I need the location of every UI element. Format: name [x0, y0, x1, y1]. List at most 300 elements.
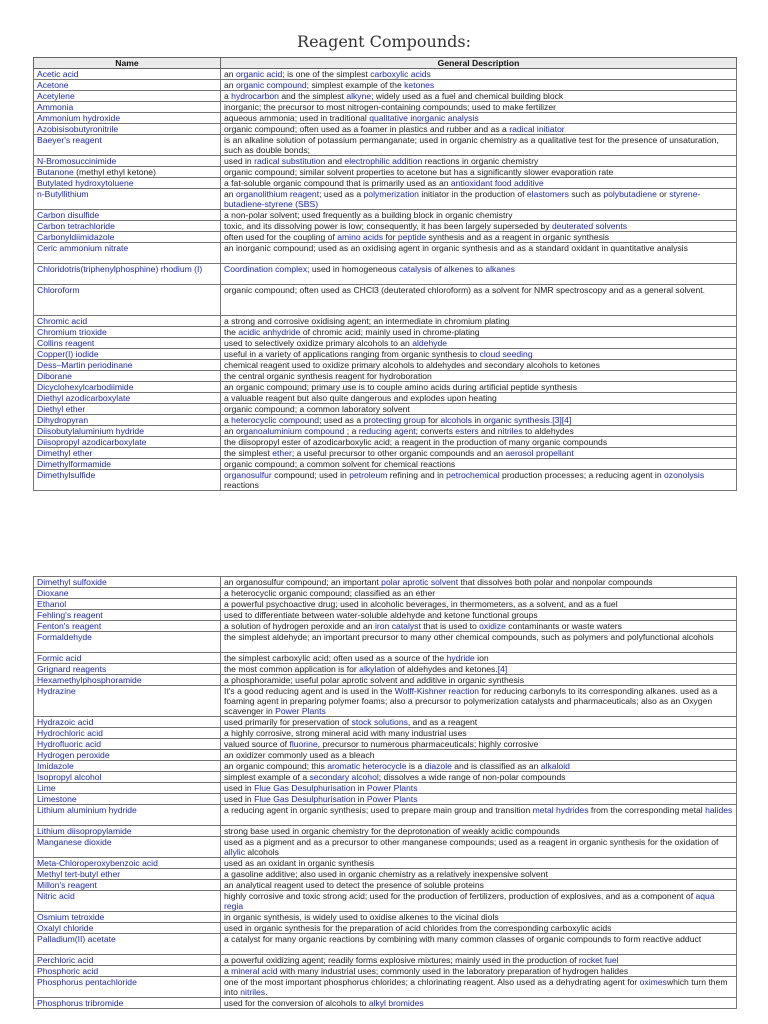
wiki-link[interactable]: Methyl tert-butyl ether: [37, 869, 121, 879]
wiki-link[interactable]: aerosol propellant: [505, 448, 574, 458]
text-segment: simplest example of a: [224, 772, 310, 782]
wiki-link[interactable]: Phosphoric acid: [37, 966, 99, 976]
reagent-name-cell: [34, 285, 221, 316]
table-row: [34, 102, 737, 113]
wiki-link[interactable]: Formaldehyde: [37, 632, 92, 642]
reagent-name-cell: [34, 349, 221, 360]
table-row: [34, 610, 737, 621]
reagent-table-1-body: [34, 69, 737, 491]
reagent-description-cell: [221, 448, 737, 459]
table-row: [34, 210, 737, 221]
column-header-name: Name: [34, 58, 221, 69]
text-segment: a valuable reagent but also quite dangerous and explodes upon heating: [224, 393, 497, 403]
reagent-name-cell: [34, 178, 221, 189]
wiki-link[interactable]: organic acid: [235, 69, 283, 79]
table-row: [34, 794, 737, 805]
wiki-link[interactable]: Chromium trioxide: [37, 327, 107, 337]
reagent-name-cell: [34, 880, 221, 891]
text-segment: with many industrial uses; commonly used in the laboratory preparation of hydrogen halides: [277, 966, 629, 976]
wiki-link[interactable]: Dimethylformamide: [37, 459, 112, 469]
wiki-link[interactable]: Hydrofluoric acid: [37, 739, 101, 749]
text-segment: used as a pigment and as a precursor to other manganese compounds; used as a reagent in organic synthesis for the oxidation of: [224, 837, 719, 847]
text-segment: is a: [406, 761, 425, 771]
wiki-link[interactable]: Lime: [37, 783, 56, 793]
text-segment: chemical reagent used to oxidize primary alcohols to aldehydes and secondary alcohols to ketones: [224, 360, 600, 370]
reagent-description-cell: [221, 243, 737, 264]
wiki-link[interactable]: organic compound: [235, 80, 307, 90]
text-segment: and: [325, 156, 345, 166]
reagent-name-cell: [34, 783, 221, 794]
text-segment: aqueous ammonia; used in traditional: [224, 113, 370, 123]
reagent-description-cell: [221, 470, 737, 491]
wiki-link[interactable]: deuterated solvents: [552, 221, 628, 231]
text-segment: or: [656, 189, 670, 199]
table-row: [34, 426, 737, 437]
text-segment: an: [224, 426, 236, 436]
wiki-link[interactable]: Hydrazoic acid: [37, 717, 94, 727]
reagent-name-cell: [34, 243, 221, 264]
wiki-link[interactable]: alcohols: [440, 415, 472, 425]
table-row: [34, 360, 737, 371]
wiki-link[interactable]: [4]: [497, 664, 508, 674]
wiki-link[interactable]: metal hydrides: [532, 805, 589, 815]
reagent-name-cell: [34, 955, 221, 966]
text-segment: organic compound; often used as CHCl3 (deuterated chloroform) as a solvent for NMR spectroscopy and as a general solvent.: [224, 285, 706, 295]
reagent-name-cell: [34, 772, 221, 783]
wiki-link[interactable]: Dioxane: [37, 588, 69, 598]
wiki-link[interactable]: Acetylene: [37, 91, 75, 101]
text-segment: a powerful psychoactive drug; used in alcoholic beverages, in thermometers, as a solvent, and as a fuel: [224, 599, 618, 609]
reagent-description-cell: [221, 837, 737, 858]
wiki-link[interactable]: Wolff-Kishner reaction: [394, 686, 480, 696]
text-segment: , precursor to numerous pharmaceuticals; highly corrosive: [317, 739, 539, 749]
table-row: [34, 264, 737, 285]
text-segment: in: [355, 794, 367, 804]
wiki-link[interactable]: ether: [272, 448, 292, 458]
wiki-link[interactable]: polybutadiene: [603, 189, 657, 199]
reagent-name-cell: [34, 167, 221, 178]
text-segment: organic compound; often used as a foamer in plastics and rubber and as a: [224, 124, 510, 134]
wiki-link[interactable]: nitriles: [497, 426, 523, 436]
table-row: [34, 653, 737, 664]
wiki-link[interactable]: Dimethyl sulfoxide: [37, 577, 107, 587]
reagent-name-cell: [34, 966, 221, 977]
wiki-link[interactable]: organic synthesis.: [483, 415, 553, 425]
reagent-description-cell: [221, 728, 737, 739]
wiki-link[interactable]: Dicyclohexylcarbodiimide: [37, 382, 134, 392]
reagent-table-2: [33, 576, 737, 1009]
wiki-link[interactable]: Phosphorus pentachloride: [37, 977, 137, 987]
wiki-link[interactable]: Flue Gas Desulphurisation: [254, 783, 356, 793]
text-segment: reactions: [224, 480, 259, 490]
table-row: [34, 113, 737, 124]
table-row: [34, 577, 737, 588]
reagent-description-cell: [221, 102, 737, 113]
text-segment: an analytical reagent used to detect the presence of soluble proteins: [224, 880, 484, 890]
text-segment: .: [265, 987, 268, 997]
reagent-description-cell: [221, 610, 737, 621]
wiki-link[interactable]: alkyne: [346, 91, 372, 101]
wiki-link[interactable]: Hydrazine: [37, 686, 76, 696]
wiki-link[interactable]: Lithium diisopropylamide: [37, 826, 132, 836]
wiki-link[interactable]: electrophilic addition: [344, 156, 423, 166]
wiki-link[interactable]: petroleum: [349, 470, 388, 480]
wiki-link[interactable]: nitriles: [240, 987, 266, 997]
wiki-link[interactable]: Diethyl azodicarboxylate: [37, 393, 131, 403]
text-segment: often used for the coupling of: [224, 232, 338, 242]
reagent-description-cell: [221, 221, 737, 232]
reagent-name-cell: [34, 338, 221, 349]
reagent-description-cell: [221, 664, 737, 675]
reagent-description-cell: [221, 588, 737, 599]
text-segment: a strong and corrosive oxidising agent; an intermediate in chromium plating: [224, 316, 510, 326]
reagent-description-cell: [221, 437, 737, 448]
reagent-name-cell: [34, 80, 221, 91]
reagent-name-cell: [34, 91, 221, 102]
text-segment: synthesis and as a reagent in organic synthesis: [426, 232, 610, 242]
table-row: [34, 382, 737, 393]
wiki-link[interactable]: Manganese dioxide: [37, 837, 112, 847]
text-segment: contaminants or waste waters: [505, 621, 622, 631]
wiki-link[interactable]: Coordination complex: [224, 264, 308, 274]
wiki-link[interactable]: Carbonyldiimidazole: [37, 232, 115, 242]
reagent-table-1: [33, 57, 737, 491]
reagent-name-cell: [34, 371, 221, 382]
wiki-link[interactable]: iron catalyst: [374, 621, 421, 631]
text-segment: used in: [224, 156, 255, 166]
reagent-name-cell: [34, 923, 221, 934]
table-row: [34, 966, 737, 977]
reagent-description-cell: [221, 653, 737, 664]
wiki-link[interactable]: alkylation: [359, 664, 395, 674]
wiki-link[interactable]: Flue Gas Desulphurisation: [254, 794, 356, 804]
text-segment: one of the most important phosphorus chlorides; a chlorinating reagent. Also used as a dehydrating agent for: [224, 977, 640, 987]
wiki-link[interactable]: cloud seeding: [479, 349, 533, 359]
wiki-link[interactable]: ketones: [404, 80, 435, 90]
reagent-description-cell: [221, 371, 737, 382]
reagent-name-cell: [34, 858, 221, 869]
text-segment: used in: [224, 794, 255, 804]
wiki-link[interactable]: protecting group: [363, 415, 426, 425]
text-segment: the: [224, 327, 239, 337]
reagent-name-cell: [34, 264, 221, 285]
wiki-link[interactable]: oxidize: [479, 621, 506, 631]
table-row: [34, 977, 737, 998]
text-segment: an organic compound; this: [224, 761, 328, 771]
table-row: [34, 459, 737, 470]
text-segment: an: [224, 189, 236, 199]
wiki-link[interactable]: diazole: [424, 761, 452, 771]
text-segment: used to differentiate between water-soluble aldehyde and ketone functional groups: [224, 610, 538, 620]
reagent-description-cell: [221, 966, 737, 977]
wiki-link[interactable]: Butylated hydroxytoluene: [37, 178, 134, 188]
table-row: [34, 599, 737, 610]
wiki-link[interactable]: esters: [455, 426, 479, 436]
wiki-link[interactable]: antioxidant food additive: [450, 178, 544, 188]
text-segment: used as an oxidant in organic synthesis: [224, 858, 375, 868]
reagent-table-2-body: [34, 577, 737, 1009]
wiki-link[interactable]: qualitative inorganic analysis: [369, 113, 479, 123]
wiki-link[interactable]: aromatic heterocycle: [327, 761, 407, 771]
text-segment: for: [383, 232, 398, 242]
wiki-link[interactable]: mineral acid: [231, 966, 278, 976]
wiki-link[interactable]: Acetone: [37, 80, 69, 90]
reagent-name-cell: [34, 415, 221, 426]
table-row: [34, 156, 737, 167]
wiki-link[interactable]: Hydrochloric acid: [37, 728, 103, 738]
reagent-name-cell: [34, 621, 221, 632]
wiki-link[interactable]: Hydrogen peroxide: [37, 750, 110, 760]
table-row: [34, 243, 737, 264]
wiki-link[interactable]: Lithium aluminium hydride: [37, 805, 137, 815]
wiki-link[interactable]: Power Plants: [366, 794, 418, 804]
reagent-description-cell: [221, 316, 737, 327]
wiki-link[interactable]: Dimethyl ether: [37, 448, 93, 458]
reagent-name-cell: [34, 977, 221, 998]
table-row: [34, 923, 737, 934]
reagent-description-cell: [221, 285, 737, 316]
wiki-link[interactable]: Chloridotris(triphenylphosphine) rhodium (I): [37, 264, 203, 274]
wiki-link[interactable]: N-Bromosuccinimide: [37, 156, 117, 166]
wiki-link[interactable]: elastomers: [526, 189, 569, 199]
wiki-link[interactable]: allylic: [224, 847, 246, 857]
wiki-link[interactable]: alkaloid: [540, 761, 570, 771]
table-row: [34, 316, 737, 327]
wiki-link[interactable]: peptide: [397, 232, 427, 242]
wiki-link[interactable]: hydride: [446, 653, 475, 663]
wiki-link[interactable]: Diisopropyl azodicarboxylate: [37, 437, 147, 447]
reagent-name-cell: [34, 998, 221, 1009]
table-row: [34, 167, 737, 178]
wiki-link[interactable]: catalysis: [398, 264, 432, 274]
wiki-link[interactable]: Chloroform: [37, 285, 80, 295]
wiki-link[interactable]: [3][4]: [552, 415, 572, 425]
wiki-link[interactable]: Ethanol: [37, 599, 67, 609]
table-row: [34, 717, 737, 728]
wiki-link[interactable]: n-Butyllithium: [37, 189, 89, 199]
text-segment: ; a: [344, 426, 359, 436]
wiki-link[interactable]: Collins reagent: [37, 338, 95, 348]
wiki-link[interactable]: Azobisisobutyronitrile: [37, 124, 119, 134]
table-row: [34, 772, 737, 783]
reagent-description-cell: [221, 189, 737, 210]
reagent-description-cell: [221, 135, 737, 156]
reagent-name-cell: [34, 653, 221, 664]
wiki-link[interactable]: Nitric acid: [37, 891, 75, 901]
table-row: [34, 869, 737, 880]
text-segment: for: [425, 415, 441, 425]
reagent-name-cell: [34, 382, 221, 393]
reagent-description-cell: [221, 415, 737, 426]
text-segment: organic compound; similar solvent properties to acetone but has a significantly slower evaporation rate: [224, 167, 614, 177]
reagent-name-cell: [34, 448, 221, 459]
wiki-link[interactable]: Ceric ammonium nitrate: [37, 243, 129, 253]
reagent-name-cell: [34, 113, 221, 124]
wiki-link[interactable]: Baeyer's reagent: [37, 135, 102, 145]
text-segment: a fat-soluble organic compound that is primarily used as an: [224, 178, 451, 188]
wiki-link[interactable]: Hexamethylphosphoramide: [37, 675, 142, 685]
text-segment: useful in a variety of applications ranging from organic synthesis to: [224, 349, 480, 359]
table-row: [34, 750, 737, 761]
reagent-name-cell: [34, 686, 221, 717]
reagent-description-cell: [221, 178, 737, 189]
wiki-link[interactable]: organolithium reagent: [235, 189, 320, 199]
wiki-link[interactable]: Butanone: [37, 167, 74, 177]
reagent-description-cell: [221, 382, 737, 393]
wiki-link[interactable]: Carbon disulfide: [37, 210, 100, 220]
wiki-link[interactable]: Ammonium hydroxide: [37, 113, 121, 123]
reagent-description-cell: [221, 880, 737, 891]
wiki-link[interactable]: Diethyl ether: [37, 404, 86, 414]
wiki-link[interactable]: Copper(I) iodide: [37, 349, 99, 359]
reagent-description-cell: [221, 826, 737, 837]
reagent-name-cell: [34, 934, 221, 955]
table-row: [34, 371, 737, 382]
wiki-link[interactable]: rocket fuel: [578, 955, 619, 965]
wiki-link[interactable]: Palladium(II) acetate: [37, 934, 116, 944]
wiki-link[interactable]: radical substitution: [254, 156, 326, 166]
reagent-description-cell: [221, 869, 737, 880]
wiki-link[interactable]: carboxylic acids: [370, 69, 431, 79]
wiki-link[interactable]: Carbon tetrachloride: [37, 221, 115, 231]
reagent-name-cell: [34, 360, 221, 371]
reagent-name-cell: [34, 210, 221, 221]
reagent-description-cell: [221, 113, 737, 124]
table-row: [34, 285, 737, 316]
wiki-link[interactable]: Diborane: [37, 371, 72, 381]
text-segment: ; used in homogeneous: [307, 264, 399, 274]
text-segment: the central organic synthesis reagent for hydroboration: [224, 371, 432, 381]
wiki-link[interactable]: petrochemical: [446, 470, 500, 480]
wiki-link[interactable]: polymerization: [363, 189, 419, 199]
reagent-name-cell: [34, 404, 221, 415]
wiki-link[interactable]: ozonolysis: [664, 470, 705, 480]
text-segment: ; used as a: [319, 189, 364, 199]
wiki-link[interactable]: Isopropyl alcohol: [37, 772, 102, 782]
wiki-link[interactable]: alkenes: [443, 264, 474, 274]
text-segment: such as: [568, 189, 604, 199]
wiki-link[interactable]: amino acids: [337, 232, 384, 242]
table-row: [34, 912, 737, 923]
reagent-description-cell: [221, 772, 737, 783]
reagent-name-cell: [34, 675, 221, 686]
reagent-name-cell: [34, 221, 221, 232]
wiki-link[interactable]: organosulfur: [224, 470, 272, 480]
wiki-link[interactable]: Oxalyl chloride: [37, 923, 94, 933]
table-row: [34, 470, 737, 491]
table-header-row: [34, 58, 737, 69]
reagent-name-cell: [34, 426, 221, 437]
wiki-link[interactable]: Ammonia: [37, 102, 74, 112]
table-row: [34, 588, 737, 599]
wiki-link[interactable]: acidic anhydride: [238, 327, 301, 337]
wiki-link[interactable]: Grignard reagents: [37, 664, 107, 674]
wiki-link[interactable]: Formic acid: [37, 653, 82, 663]
text-segment: the diisopropyl ester of azodicarboxylic acid; a reagent in the production of many organic compounds: [224, 437, 608, 447]
wiki-link[interactable]: polar aprotic solvent: [381, 577, 459, 587]
reagent-name-cell: [34, 599, 221, 610]
reagent-description-cell: [221, 349, 737, 360]
wiki-link[interactable]: Limestone: [37, 794, 77, 804]
wiki-link[interactable]: halides: [705, 805, 733, 815]
text-segment: ion: [474, 653, 489, 663]
column-header-description: General Description: [221, 58, 737, 69]
wiki-link[interactable]: Chromic acid: [37, 316, 88, 326]
reagent-name-cell: [34, 632, 221, 653]
text-segment: in organic synthesis, is widely used to oxidise alkenes to the vicinal diols: [224, 912, 499, 922]
text-segment: an organosulfur compound; an important: [224, 577, 382, 587]
wiki-link[interactable]: radical initiator: [509, 124, 565, 134]
reagent-name-cell: [34, 124, 221, 135]
wiki-link[interactable]: Perchloric acid: [37, 955, 94, 965]
table-row: [34, 327, 737, 338]
wiki-link[interactable]: Millon's reagent: [37, 880, 97, 890]
reagent-description-cell: [221, 891, 737, 912]
text-segment: a phosphoramide; useful polar aprotic solvent and additive in organic synthesis: [224, 675, 525, 685]
reagent-description-cell: [221, 977, 737, 998]
wiki-link[interactable]: Imidazole: [37, 761, 74, 771]
wiki-link[interactable]: oximes: [639, 977, 667, 987]
wiki-link[interactable]: alkanes: [485, 264, 515, 274]
text-segment: that dissolves both polar and nonpolar compounds: [458, 577, 653, 587]
wiki-link[interactable]: aldehyde: [412, 338, 448, 348]
text-segment: in: [471, 415, 484, 425]
text-segment: a reducing agent in organic synthesis; used to prepare main group and transition: [224, 805, 533, 815]
text-segment: valued source of: [224, 739, 290, 749]
table-row: [34, 437, 737, 448]
wiki-link[interactable]: Power Plants: [275, 706, 326, 716]
wiki-link[interactable]: aqua regia: [224, 891, 715, 911]
table-row: [34, 837, 737, 858]
text-segment: initiator in the production of: [418, 189, 527, 199]
wiki-link[interactable]: stock solutions: [351, 717, 408, 727]
reagent-description-cell: [221, 156, 737, 167]
wiki-link[interactable]: Meta-Chloroperoxybenzoic acid: [37, 858, 158, 868]
text-segment: a powerful oxidizing agent; readily forms explosive mixtures; mainly used in the production of: [224, 955, 579, 965]
wiki-link[interactable]: Fenton's reagent: [37, 621, 102, 631]
wiki-link[interactable]: Acetic acid: [37, 69, 79, 79]
reagent-description-cell: [221, 998, 737, 1009]
wiki-link[interactable]: hydrocarbon: [231, 91, 279, 101]
wiki-link[interactable]: Phosphorus tribromide: [37, 998, 124, 1008]
wiki-link[interactable]: heterocyclic compound: [231, 415, 320, 425]
wiki-link[interactable]: styrene-butadiene-styrene (SBS): [224, 189, 701, 209]
wiki-link[interactable]: secondary alcohol: [309, 772, 379, 782]
table-row: [34, 448, 737, 459]
wiki-link[interactable]: Dihydropyran: [37, 415, 89, 425]
wiki-link[interactable]: Diisobutylaluminium hydride: [37, 426, 144, 436]
page-title: Reagent Compounds:: [297, 32, 471, 51]
wiki-link[interactable]: Fehling's reagent: [37, 610, 103, 620]
wiki-link[interactable]: fluorine: [289, 739, 318, 749]
text-segment: organic compound; a common solvent for chemical reactions: [224, 459, 456, 469]
wiki-link[interactable]: Osmium tetroxide: [37, 912, 105, 922]
text-segment: a catalyst for many organic reactions by combining with many common classes of organic compounds to form reactive adduct: [224, 934, 702, 944]
wiki-link[interactable]: alkyl bromides: [368, 998, 424, 1008]
wiki-link[interactable]: Dimethylsulfide: [37, 470, 96, 480]
reagent-description-cell: [221, 686, 737, 717]
text-segment: alcohols: [245, 847, 279, 857]
wiki-link[interactable]: Dess–Martin periodinane: [37, 360, 133, 370]
table-row: [34, 783, 737, 794]
text-segment: to aldehydes: [522, 426, 574, 436]
wiki-link[interactable]: organoaluminium compound: [235, 426, 345, 436]
reagent-name-cell: [34, 588, 221, 599]
text-segment: of aldehydes and ketones.: [395, 664, 498, 674]
wiki-link[interactable]: Power Plants: [366, 783, 418, 793]
text-segment: an inorganic compound; used as an oxidising agent in organic synthesis and as a standard oxidant in quantitative analysis: [224, 243, 688, 253]
wiki-link[interactable]: reducing agent: [358, 426, 416, 436]
